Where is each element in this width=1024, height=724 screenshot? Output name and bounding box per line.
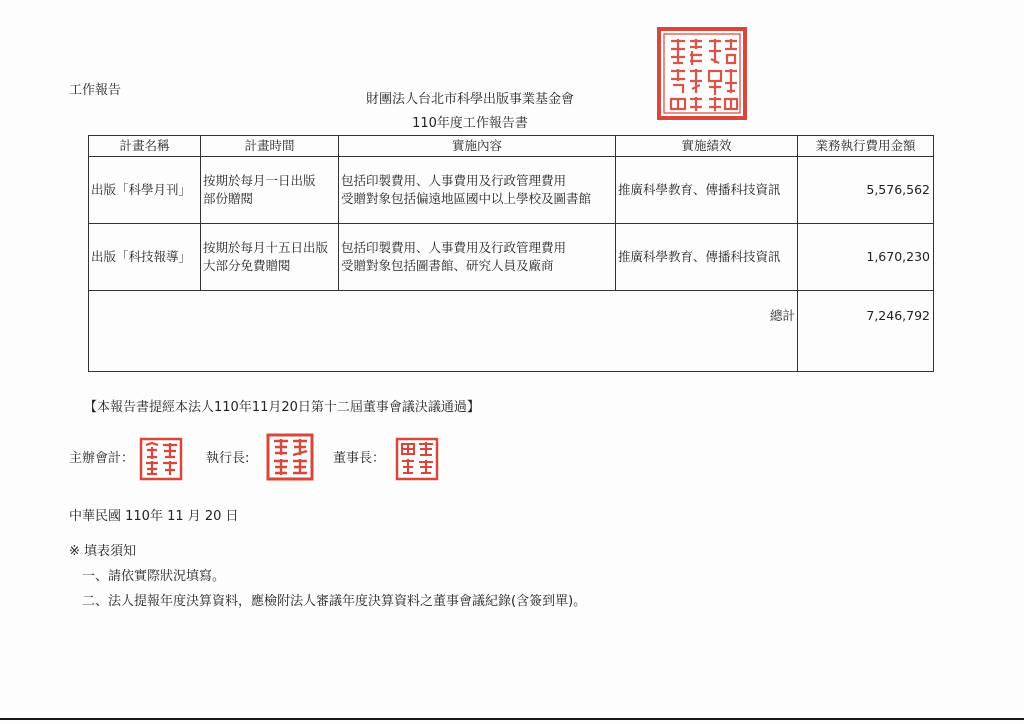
- project-content: [339, 157, 616, 224]
- organization-seal: [657, 27, 747, 120]
- column-header: 實施內容: [339, 136, 616, 157]
- project-content-line: 受贈對象包括偏遠地區國中以上學校及圖書館: [341, 191, 592, 206]
- project-amount: 5,576,562: [798, 157, 934, 224]
- chairman-seal: [395, 437, 439, 481]
- organization-name: 財團法人台北市科學出版事業基金會: [365, 92, 574, 107]
- report-label: 工作報告: [69, 83, 122, 98]
- executive-seal: [266, 433, 314, 481]
- project-content-line: 包括印製費用、人事費用及行政管理費用: [341, 173, 567, 188]
- total-row: [89, 291, 934, 372]
- note-item: 二、法人提報年度決算資料，應檢附法人審議年度決算資料之董事會議紀錄(含簽到單)。: [82, 594, 587, 609]
- table-row: [89, 224, 934, 291]
- project-time: [201, 224, 339, 291]
- total-label: 總計: [89, 291, 798, 372]
- column-header: 實施績效: [616, 136, 798, 157]
- notes-title: ※ 填表須知: [69, 544, 137, 559]
- project-name: 出版「科學月刊」: [89, 157, 201, 224]
- column-header: 計畫時間: [201, 136, 339, 157]
- chairman-label: 董事長：: [333, 451, 386, 466]
- accountant-seal: [139, 437, 183, 481]
- board-resolution-note: 【本報告書提經本法人110年11月20日第十二屆董事會議決議通過】: [84, 400, 480, 415]
- project-content-line: 受贈對象包括圖書館、研究人員及廠商: [341, 258, 554, 273]
- scan-bottom-edge: [0, 718, 1024, 720]
- date-line: 中華民國 110年 11 月 20 日: [69, 509, 239, 524]
- column-header: 業務執行費用金額: [798, 136, 934, 157]
- project-name: 出版「科技報導」: [89, 224, 201, 291]
- accountant-label: 主辦會計：: [69, 451, 135, 466]
- project-performance: 推廣科學教育、傳播科技資訊: [616, 224, 798, 291]
- project-content-line: 包括印製費用、人事費用及行政管理費用: [341, 240, 567, 255]
- table-header-row: [89, 136, 934, 157]
- project-time-line: 按期於每月十五日出版: [203, 240, 329, 255]
- note-item: 一、請依實際狀況填寫。: [82, 569, 226, 584]
- column-header: 計畫名稱: [89, 136, 201, 157]
- project-time-line: 按期於每月一日出版: [203, 173, 316, 188]
- table-row: [89, 157, 934, 224]
- project-time-line: 部份贈閱: [203, 191, 254, 206]
- project-time: [201, 157, 339, 224]
- project-time-line: 大部分免費贈閱: [203, 258, 291, 273]
- work-report-table: [88, 135, 934, 372]
- project-performance: 推廣科學教育、傳播科技資訊: [616, 157, 798, 224]
- document-title: 110年度工作報告書: [412, 116, 528, 131]
- project-content: [339, 224, 616, 291]
- project-amount: 1,670,230: [798, 224, 934, 291]
- executive-label: 執行長:: [206, 451, 250, 466]
- total-amount: 7,246,792: [798, 291, 934, 372]
